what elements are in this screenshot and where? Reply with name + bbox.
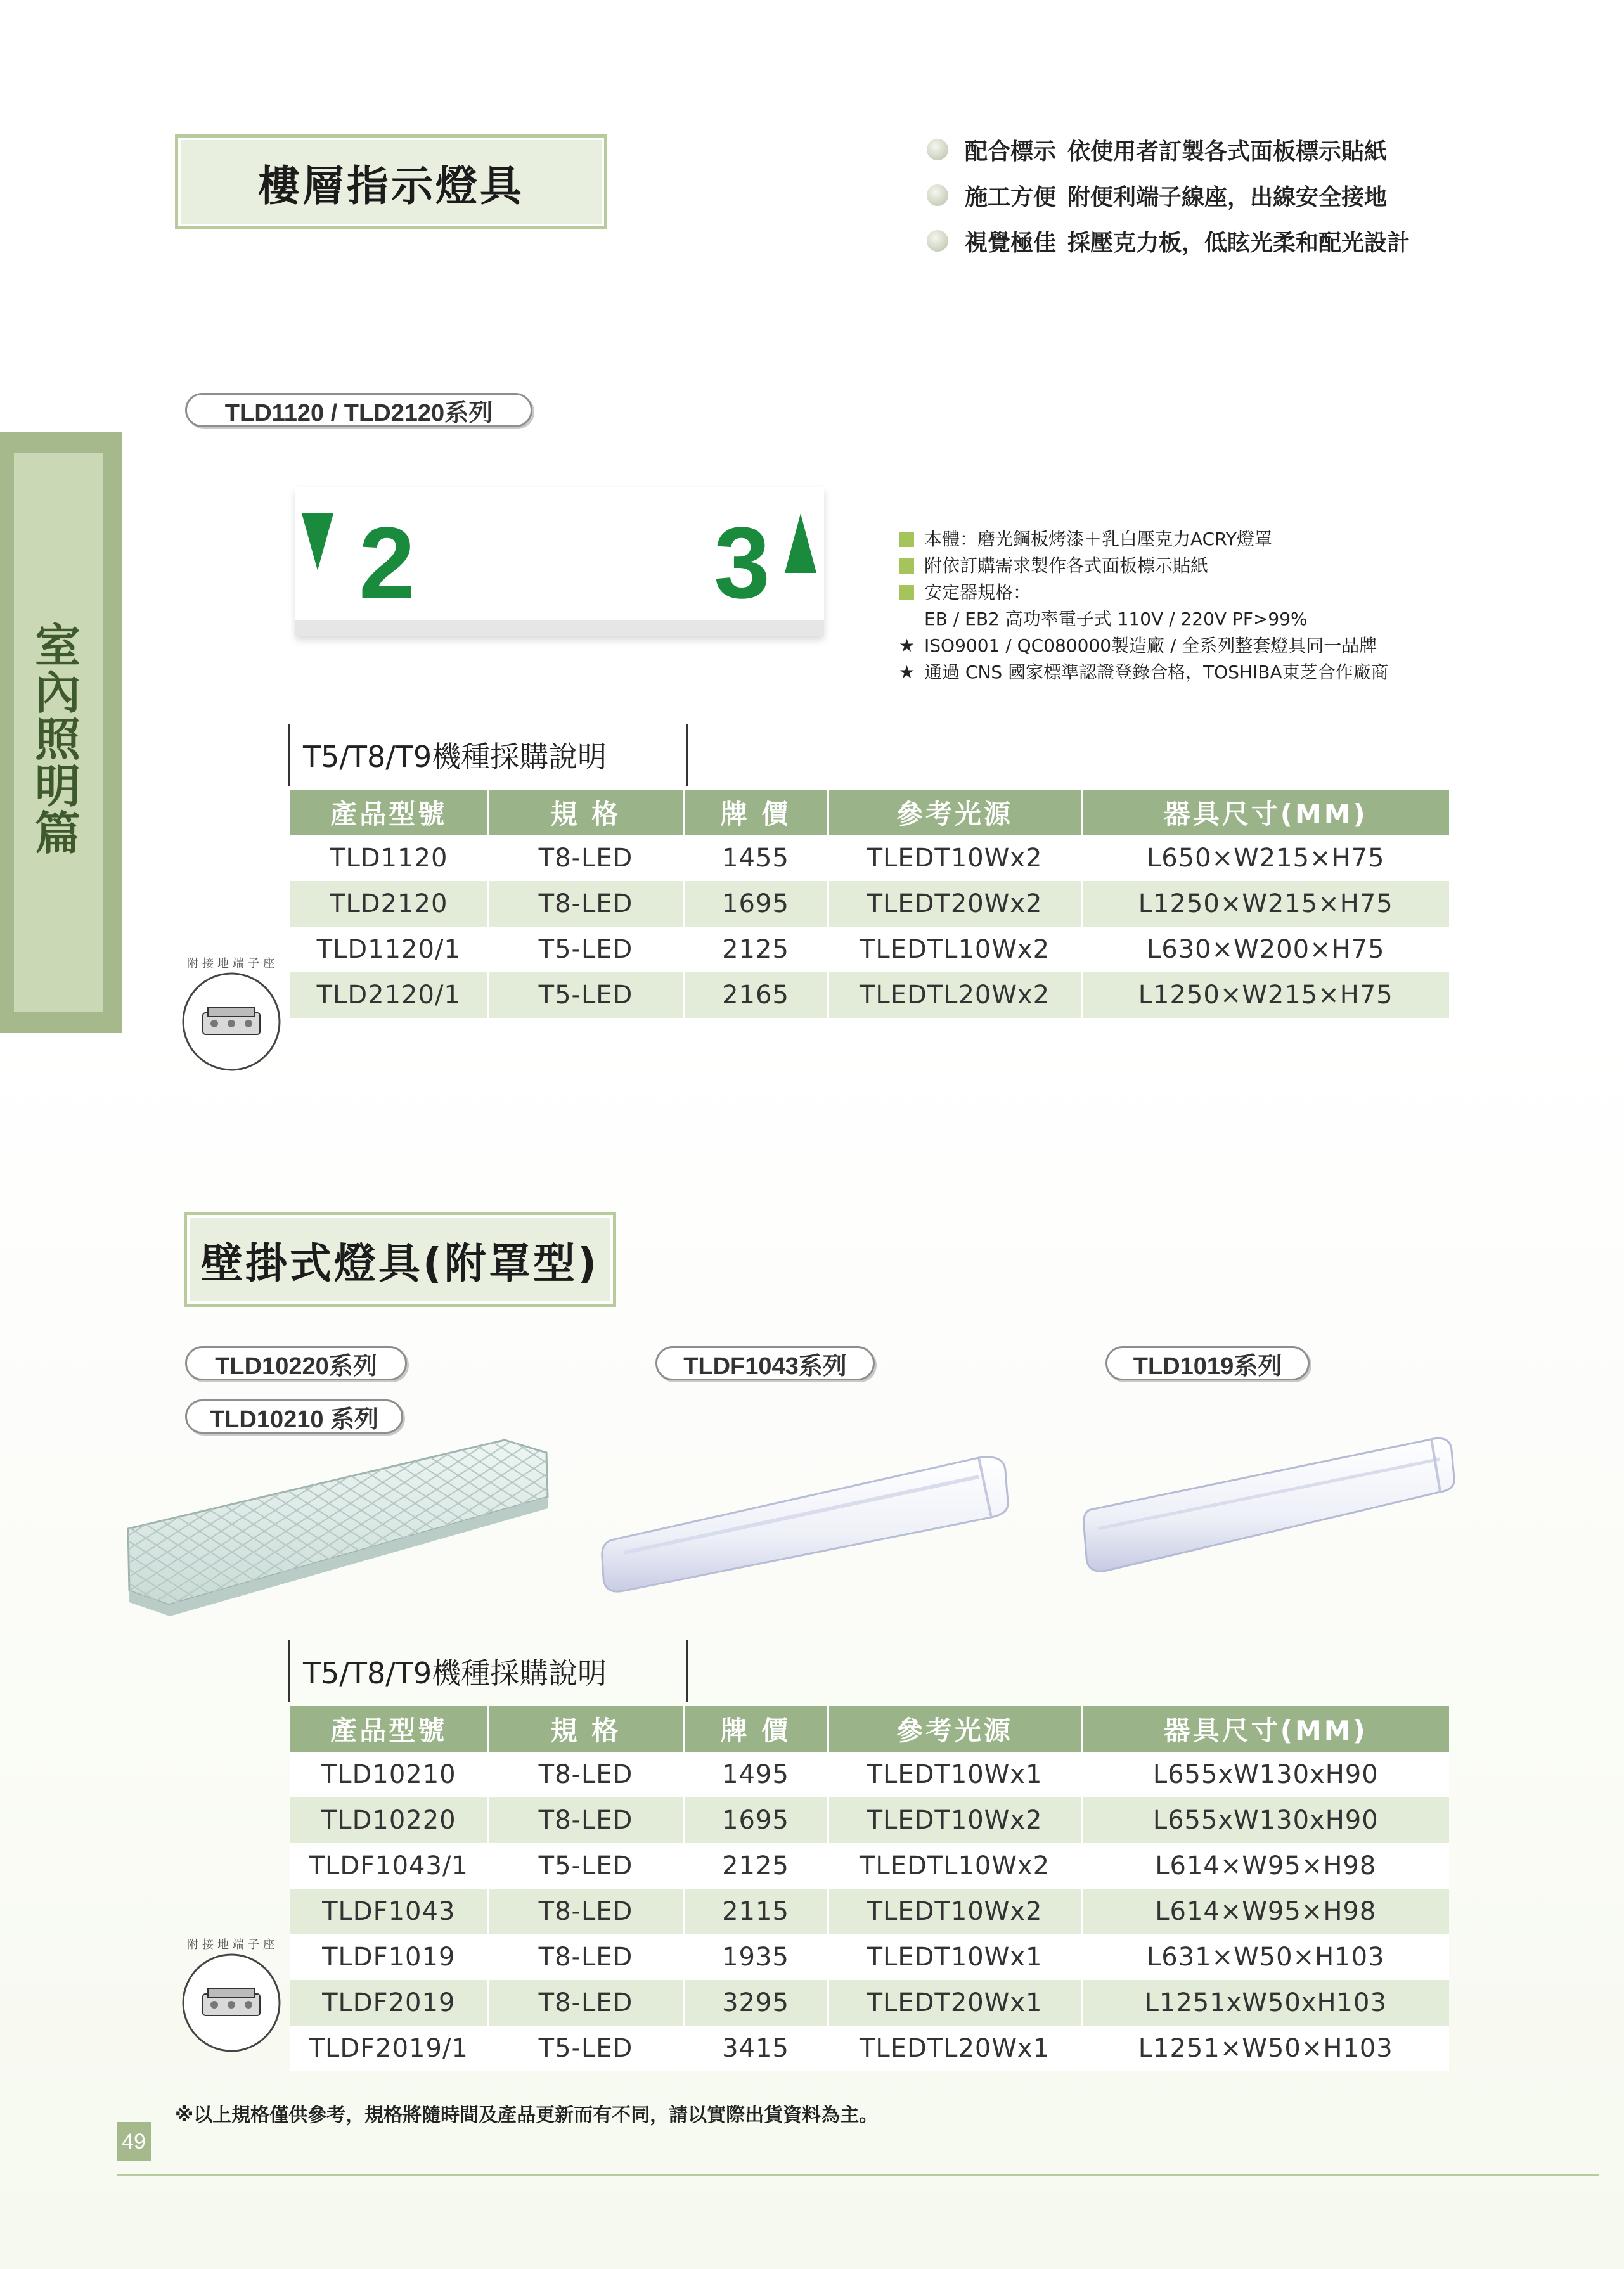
floor-sign-image [295,487,824,636]
table-row [290,927,1449,972]
table-cell: TLEDTL20Wx2 [828,972,1081,1018]
green-square-icon [899,585,914,600]
table-cell: TLDF1043/1 [290,1843,488,1889]
series-label-tld10220 [185,1346,407,1380]
down-arrow-icon [302,513,333,570]
column-header: 參考光源 [828,790,1081,835]
table-row [290,1797,1449,1843]
column-header: 器具尺寸(MM) [1081,1706,1449,1752]
series-label-tld1019 [1105,1346,1310,1380]
feature-item [927,127,1410,172]
series-label-text: TLD1019系列 [1133,1353,1282,1380]
table-cell: TLDF1019 [290,1934,488,1980]
table-cell: L1251×W50×H103 [1081,2026,1449,2071]
table2-heading-text: T5/T8/T9機種採購說明 [303,1656,607,1690]
column-header: 產品型號 [290,1706,488,1752]
series-label-tld1120 [185,393,532,427]
seal-text: 附接地端子座 [187,957,278,970]
grounding-terminal-seal [175,958,288,1074]
table-cell: TLEDTL10Wx2 [828,1843,1081,1889]
feature-list [927,127,1410,264]
tld1019-wall-lamp-image [1079,1434,1459,1579]
table-cell: T8-LED [488,835,683,881]
column-header: 產品型號 [290,790,488,835]
column-header: 牌 價 [683,1706,828,1752]
feature-text: 依使用者訂製各式面板標示貼紙 [1067,138,1388,165]
spec-text: 本體：磨光鋼板烤漆＋乳白壓克力ACRY燈罩 [924,529,1272,550]
feature-text: 採壓克力板，低眩光柔和配光設計 [1067,229,1410,256]
table-cell: L614×W95×H98 [1081,1889,1449,1934]
table2-heading [288,1640,688,1702]
table-cell: TLEDTL10Wx2 [828,927,1081,972]
star-icon: ★ [899,662,915,683]
spec-line [899,526,1389,553]
table-cell: TLEDT10Wx2 [828,835,1081,881]
side-tab [0,432,122,1033]
terminal-block-icon [175,1939,288,2052]
table-row [290,1843,1449,1889]
series-label-text: TLD1120 / TLD2120系列 [224,399,493,427]
table-cell: T5-LED [488,972,683,1018]
table-cell: TLDF2019/1 [290,2026,488,2071]
table-row [290,1934,1449,1980]
table-cell: L1251xW50xH103 [1081,1980,1449,2026]
table-cell: T5-LED [488,927,683,972]
spec-text: 通過 CNS 國家標準認證登錄合格，TOSHIBA東芝合作廠商 [924,662,1389,683]
section1-title-text: 樓層指示燈具 [258,161,524,210]
table-cell: 3415 [683,2026,828,2071]
feature-title: 視覺極佳 [965,229,1057,256]
table-cell: L614×W95×H98 [1081,1843,1449,1889]
section2-title [184,1212,616,1307]
series-label-text: TLD10220系列 [215,1353,377,1380]
side-tab-text [0,619,115,860]
table-cell: L655xW130xH90 [1081,1797,1449,1843]
table-cell: TLD10220 [290,1797,488,1843]
side-tab-char: 室 [34,619,81,672]
spec-text: 附依訂購需求製作各式面板標示貼紙 [924,555,1209,576]
table-cell: 1455 [683,835,828,881]
side-tab-char: 內 [34,666,81,719]
section2-title-text: 壁掛式燈具(附罩型) [200,1238,600,1288]
table-row [290,1752,1449,1797]
table-cell: TLD1120 [290,835,488,881]
table-cell: TLD2120/1 [290,972,488,1018]
side-tab-char: 照 [34,713,81,766]
spec-line [899,553,1389,579]
table-cell: TLD10210 [290,1752,488,1797]
spec-line [899,659,1389,686]
footnote: ※以上規格僅供參考，規格將隨時間及產品更新而有不同，請以實際出貨資料為主。 [175,2104,879,2126]
table-cell: T8-LED [488,1797,683,1843]
feature-title: 施工方便 [965,184,1057,210]
table-cell: L655xW130xH90 [1081,1752,1449,1797]
table-cell: T8-LED [488,881,683,927]
table-cell: TLEDT10Wx1 [828,1752,1081,1797]
table-cell: 2165 [683,972,828,1018]
table-cell: TLEDT10Wx1 [828,1934,1081,1980]
column-header: 參考光源 [828,1706,1081,1752]
sign-left-number: 2 [359,506,415,619]
table1-heading-text: T5/T8/T9機種採購說明 [303,740,607,774]
table-cell: 2125 [683,927,828,972]
table-cell: T8-LED [488,1752,683,1797]
table-cell: T8-LED [488,1980,683,2026]
table-row [290,1889,1449,1934]
table-header-row [290,790,1449,835]
spec-text: 安定器規格： [924,582,1031,603]
spec-line [899,606,1389,633]
green-square-icon [899,558,914,574]
table-cell: TLEDT20Wx2 [828,881,1081,927]
table-cell: TLEDTL20Wx1 [828,2026,1081,2071]
prismatic-wall-lamp-image [124,1434,562,1617]
table-cell: 1695 [683,881,828,927]
table-cell: 1695 [683,1797,828,1843]
table-cell: L1250×W215×H75 [1081,881,1449,927]
table-cell: T5-LED [488,1843,683,1889]
table-row [290,881,1449,927]
feature-title: 配合標示 [965,138,1057,165]
footer-divider [117,2174,1599,2176]
table-cell: 2125 [683,1843,828,1889]
sign-right-number: 3 [714,506,770,619]
table-cell: TLD1120/1 [290,927,488,972]
page-number: 49 [117,2122,151,2161]
bullet-dot-icon [927,184,948,206]
seal-text: 附接地端子座 [187,1938,278,1951]
side-tab-char: 明 [34,760,81,813]
side-tab-chars [0,619,115,860]
table-cell: 3295 [683,1980,828,2026]
table1-heading [288,724,688,786]
terminal-block-icon [175,958,288,1071]
table-cell: L650×W215×H75 [1081,835,1449,881]
tldf1043-wall-lamp-image [598,1451,1010,1597]
table-cell: T8-LED [488,1934,683,1980]
feature-text: 附便利端子線座，出線安全接地 [1067,184,1388,210]
spec-block [899,526,1389,686]
table-header-row [290,1706,1449,1752]
spec-line [899,633,1389,659]
table-row [290,2026,1449,2071]
table-cell: T5-LED [488,2026,683,2071]
table-row [290,835,1449,881]
table-row [290,972,1449,1018]
table-cell: T8-LED [488,1889,683,1934]
section1-title [175,134,607,229]
table-cell: TLEDT10Wx2 [828,1797,1081,1843]
table-cell: TLEDT10Wx2 [828,1889,1081,1934]
bullet-dot-icon [927,139,948,160]
table-cell: L631×W50×H103 [1081,1934,1449,1980]
up-arrow-icon [785,513,816,573]
spec-table-2 [290,1706,1449,2071]
series-label-text: TLDF1043系列 [683,1353,847,1380]
green-square-icon [899,532,914,547]
bullet-dot-icon [927,230,948,252]
spec-table-1 [290,790,1449,1018]
column-header: 器具尺寸(MM) [1081,790,1449,835]
spec-text: ISO9001 / QC080000製造廠 / 全系列整套燈具同一品牌 [924,635,1377,656]
table-cell: TLEDT20Wx1 [828,1980,1081,2026]
table-cell: TLD2120 [290,881,488,927]
table-cell: TLDF1043 [290,1889,488,1934]
series-label-text: TLD10210 系列 [209,1406,379,1433]
column-header: 規 格 [488,790,683,835]
spec-line [899,579,1389,606]
grounding-terminal-seal [175,1939,288,2055]
series-label-tld10210 [185,1399,403,1434]
table-cell: 2115 [683,1889,828,1934]
column-header: 規 格 [488,1706,683,1752]
table-cell: TLDF2019 [290,1980,488,2026]
feature-item [927,172,1410,218]
series-label-tldf1043 [655,1346,875,1380]
table-cell: L1250×W215×H75 [1081,972,1449,1018]
feature-item [927,218,1410,264]
table-cell: 1935 [683,1934,828,1980]
spec-text: EB / EB2 高功率電子式 110V / 220V PF>99% [924,608,1308,629]
table-cell: L630×W200×H75 [1081,927,1449,972]
column-header: 牌 價 [683,790,828,835]
star-icon: ★ [899,635,915,656]
sign-panel-edge [295,620,824,636]
table-cell: 1495 [683,1752,828,1797]
side-tab-char: 篇 [34,807,81,860]
table-row [290,1980,1449,2026]
